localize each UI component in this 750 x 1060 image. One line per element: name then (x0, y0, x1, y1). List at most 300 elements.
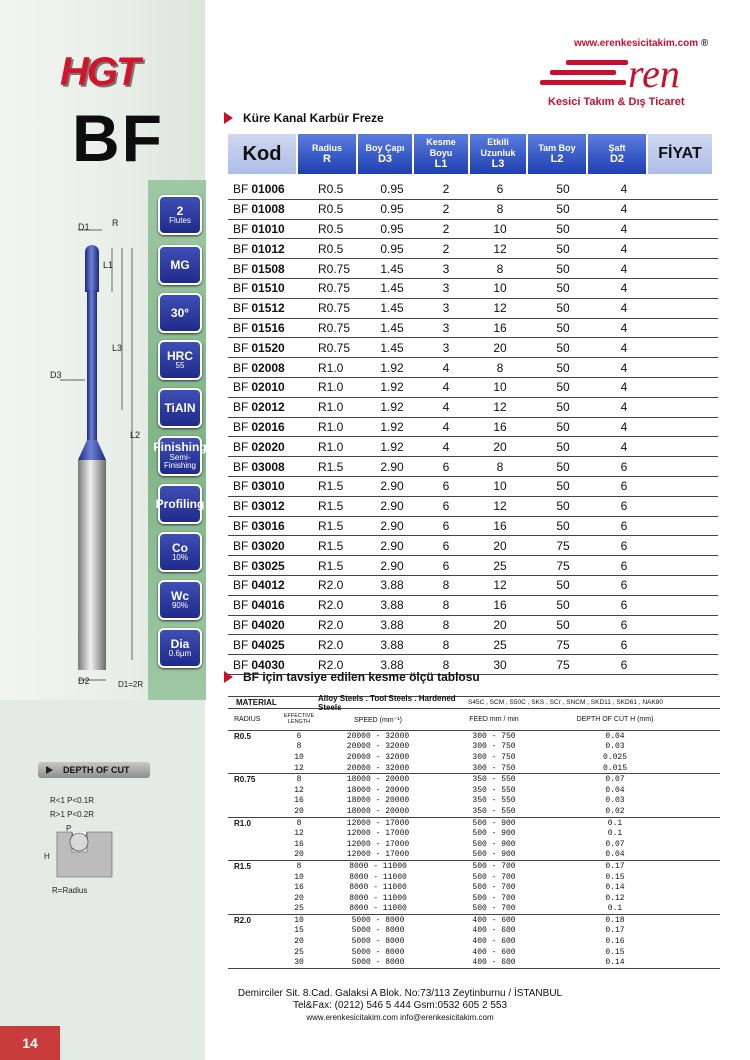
cell-l3: 16 (493, 598, 507, 613)
cell-kod-code: 03025 (251, 558, 285, 573)
cutting-len: 25 (294, 904, 304, 914)
cell-d2: 4 (620, 320, 628, 335)
cell-l1: 4 (442, 400, 450, 415)
cell-kod-prefix: BF (233, 657, 249, 672)
cutting-row (228, 915, 720, 926)
table-row (228, 616, 718, 636)
cell-kod-code: 04016 (251, 598, 285, 613)
cell-l3: 16 (493, 419, 507, 434)
cell-kod (228, 341, 318, 355)
cell-kod (228, 361, 318, 375)
cutting-doc: 0.04 (605, 785, 625, 795)
cell-kod-prefix: BF (233, 419, 249, 434)
cutting-speed: 8000 - 11000 (349, 883, 407, 893)
cell-d3: 1.45 (380, 340, 404, 355)
cell-kod-code: 02012 (251, 400, 285, 415)
cell-kod (228, 440, 318, 454)
cell-l1: 4 (442, 439, 450, 454)
cell-kod (228, 519, 318, 533)
cell-l2: 50 (556, 202, 570, 217)
cell-d2: 4 (620, 241, 628, 256)
material-value: Alloy Steels . Tool Steels . Hardened Steels (318, 693, 456, 712)
cutting-speed: 5000 - 8000 (351, 958, 405, 968)
cutting-len: 16 (294, 839, 304, 849)
depth-rule-2: R>1 P<0.2R (50, 810, 95, 819)
cutting-doc: 0.1 (607, 818, 623, 828)
cell-r: R2.0 (318, 617, 344, 632)
hardness-icon (158, 340, 202, 380)
table-row (228, 398, 718, 418)
cell-l2: 50 (556, 578, 570, 593)
cell-l1: 8 (442, 578, 450, 593)
cutting-material-row (228, 693, 720, 712)
cutting-row (228, 796, 720, 807)
cell-l1: 3 (442, 281, 450, 296)
table-row (228, 457, 718, 477)
cutting-speed: 5000 - 8000 (351, 926, 405, 936)
cutting-radius: R2.0 (234, 915, 251, 925)
cell-d3: 1.92 (380, 419, 404, 434)
cell-r: R0.75 (318, 320, 351, 335)
cell-l2: 50 (556, 182, 570, 197)
cell-d2: 6 (620, 598, 628, 613)
table-row (228, 180, 718, 200)
cell-d3: 0.95 (380, 182, 404, 197)
cell-l1: 6 (442, 499, 450, 514)
feature-title: 30° (170, 305, 190, 320)
cell-kod (228, 559, 318, 573)
cutting-doc: 0.18 (605, 915, 625, 925)
cell-r: R0.75 (318, 301, 351, 316)
cell-l2: 50 (556, 301, 570, 316)
cutting-len: 16 (294, 796, 304, 806)
cell-l3: 12 (493, 400, 507, 415)
cutting-radius: R1.5 (234, 861, 251, 871)
cell-d3: 1.92 (380, 380, 404, 395)
depth-rule-1: R<1 P<0.1R (50, 796, 95, 805)
cell-l2: 50 (556, 479, 570, 494)
feature-title: MG (170, 257, 190, 272)
cell-kod-code: 03020 (251, 538, 285, 553)
cell-l1: 4 (442, 360, 450, 375)
cutting-len: 16 (294, 883, 304, 893)
cell-kod-code: 03012 (251, 499, 285, 514)
cell-l1: 3 (442, 261, 450, 276)
eren-logo-text: ren (628, 51, 680, 96)
cell-l1: 3 (442, 301, 450, 316)
table-row (228, 418, 718, 438)
cutting-row (228, 839, 720, 850)
cell-kod-prefix: BF (233, 637, 249, 652)
th-d2-label: Şaft (608, 142, 626, 153)
table-row (228, 378, 718, 398)
cell-l2: 75 (556, 538, 570, 553)
cell-l2: 50 (556, 598, 570, 613)
cell-d2: 4 (620, 400, 628, 415)
cell-d3: 1.45 (380, 261, 404, 276)
cutting-group (228, 915, 720, 969)
cell-l1: 6 (442, 518, 450, 533)
cell-l3: 12 (493, 499, 507, 514)
cell-r: R1.5 (318, 499, 344, 514)
cell-kod (228, 380, 318, 394)
cutting-len: 8 (296, 861, 302, 871)
cutting-feed: 500 - 700 (472, 861, 516, 871)
th-d2-sym: D2 (609, 152, 625, 165)
cell-l3: 8 (496, 459, 504, 474)
registered-mark: ® (700, 38, 709, 49)
cell-d3: 2.90 (380, 499, 404, 514)
feature-sub: Flutes (169, 216, 191, 226)
cell-l2: 75 (556, 637, 570, 652)
logo-stripe (540, 80, 626, 85)
cutting-len: 20 (294, 937, 304, 947)
cell-l2: 50 (556, 459, 570, 474)
cutting-doc: 0.07 (605, 839, 625, 849)
cutting-doc: 0.17 (605, 861, 625, 871)
cell-kod-code: 02008 (251, 360, 285, 375)
table-row (228, 576, 718, 596)
cell-l1: 8 (442, 657, 450, 672)
cell-l1: 6 (442, 479, 450, 494)
cell-kod (228, 598, 318, 612)
cell-kod-prefix: BF (233, 340, 249, 355)
table-row (228, 477, 718, 497)
header-url-text[interactable]: www.erenkesicitakim.com (574, 38, 699, 49)
cutting-row (228, 818, 720, 829)
cutting-feed: 400 - 600 (472, 947, 516, 957)
cell-d3: 3.88 (380, 657, 404, 672)
feature-title: Co (172, 540, 188, 555)
th-l2-sym: L2 (550, 152, 564, 165)
cutting-doc: 0.025 (602, 752, 627, 762)
product-table-body (228, 180, 718, 675)
cell-kod (228, 202, 318, 216)
footer (200, 988, 600, 1024)
cutting-speed: 5000 - 8000 (351, 937, 405, 947)
cell-l3: 16 (493, 320, 507, 335)
cell-l3: 10 (493, 479, 507, 494)
cell-l2: 50 (556, 499, 570, 514)
cell-d3: 1.92 (380, 400, 404, 415)
cell-r: R0.75 (318, 281, 351, 296)
cell-d2: 6 (620, 558, 628, 573)
cell-r: R1.5 (318, 558, 344, 573)
label-d3: D3 (50, 370, 62, 380)
cutting-doc: 0.03 (605, 742, 625, 752)
profiling-icon (155, 484, 205, 524)
table-row (228, 319, 718, 339)
table-row (228, 536, 718, 556)
cutting-radius: R0.5 (234, 731, 251, 741)
cutting-doc: 0.14 (605, 883, 625, 893)
cell-kod-code: 04030 (251, 657, 285, 672)
cell-l2: 50 (556, 340, 570, 355)
cell-l3: 10 (493, 380, 507, 395)
label-d1: D1 (78, 222, 90, 232)
cell-kod-code: 03008 (251, 459, 285, 474)
feature-title: 2 (176, 203, 184, 218)
cell-l2: 50 (556, 320, 570, 335)
label-d1-eq: D1=2R (118, 680, 144, 689)
cell-d3: 0.95 (380, 241, 404, 256)
cell-d2: 6 (620, 637, 628, 652)
cutting-feed: 300 - 750 (472, 763, 516, 773)
cutting-group (228, 731, 720, 774)
cutting-radius: R1.0 (234, 818, 251, 828)
cutting-row (228, 957, 720, 968)
cell-kod-code: 01508 (251, 261, 285, 276)
cell-l1: 8 (442, 637, 450, 652)
cutting-speed: 12000 - 17000 (346, 850, 410, 860)
cutting-speed: 12000 - 17000 (346, 829, 410, 839)
cutting-feed: 300 - 750 (472, 752, 516, 762)
material-label: MATERIAL (236, 698, 277, 707)
cell-r: R0.75 (318, 261, 351, 276)
cell-r: R1.0 (318, 439, 344, 454)
cutting-speed: 8000 - 11000 (349, 893, 407, 903)
feature-title: Finishing (153, 440, 207, 455)
cutting-speed: 18000 - 20000 (346, 785, 410, 795)
cell-kod-code: 01520 (251, 340, 285, 355)
cell-kod (228, 222, 318, 236)
cell-d2: 6 (620, 479, 628, 494)
cell-kod-prefix: BF (233, 578, 249, 593)
cutting-row (228, 936, 720, 947)
cell-kod-prefix: BF (233, 202, 249, 217)
cell-r: R2.0 (318, 657, 344, 672)
cell-r: R0.5 (318, 221, 344, 236)
cell-l1: 2 (442, 241, 450, 256)
cell-d2: 6 (620, 617, 628, 632)
cell-kod-code: 01006 (251, 182, 285, 197)
cell-l2: 75 (556, 558, 570, 573)
hgt-logo: HGT (60, 50, 139, 94)
cell-l2: 50 (556, 360, 570, 375)
th-l2-label: Tam Boy (538, 142, 576, 153)
cell-l1: 2 (442, 221, 450, 236)
table-row (228, 299, 718, 319)
cell-kod (228, 638, 318, 652)
cell-kod (228, 499, 318, 513)
cutting-doc: 0.07 (605, 775, 625, 785)
feature-title: Wc (171, 588, 189, 603)
cell-kod-code: 04012 (251, 578, 285, 593)
cutting-speed: 20000 - 32000 (346, 742, 410, 752)
cell-l3: 20 (493, 617, 507, 632)
cell-kod (228, 400, 318, 414)
cell-kod-prefix: BF (233, 380, 249, 395)
cell-d3: 2.90 (380, 558, 404, 573)
cutting-row (228, 904, 720, 915)
carbide-icon (158, 580, 202, 620)
mg-icon (158, 245, 202, 285)
cell-kod-code: 01510 (251, 281, 285, 296)
cell-kod-prefix: BF (233, 439, 249, 454)
feature-sub: 0.6µm (168, 649, 192, 659)
logo-stripe (566, 60, 628, 65)
cell-kod-code: 04020 (251, 617, 285, 632)
cell-l3: 12 (493, 241, 507, 256)
cell-l1: 4 (442, 419, 450, 434)
cell-l3: 25 (493, 637, 507, 652)
cutting-feed: 350 - 550 (472, 775, 516, 785)
cutting-row (228, 882, 720, 893)
cutting-row (228, 752, 720, 763)
cell-kod-code: 03016 (251, 518, 285, 533)
cell-l2: 50 (556, 221, 570, 236)
th-fiyat: FİYAT (648, 134, 712, 174)
cell-d3: 3.88 (380, 637, 404, 652)
cell-d3: 1.92 (380, 360, 404, 375)
cutting-len: 12 (294, 785, 304, 795)
cell-l3: 20 (493, 538, 507, 553)
th-l2 (528, 134, 588, 174)
cutting-len: 8 (296, 818, 302, 828)
material-grades: S45C , SCM , S50C , SKS , SCr , SNCM , SKD11 , SKD61 , NAK80 (468, 699, 663, 706)
cell-l1: 6 (442, 558, 450, 573)
table-row (228, 635, 718, 655)
cell-l1: 4 (442, 380, 450, 395)
cell-l3: 30 (493, 657, 507, 672)
cell-d2: 4 (620, 301, 628, 316)
th-l3-sym: L3 (491, 158, 505, 171)
cutting-feed: 500 - 900 (472, 850, 516, 860)
cutting-row (228, 828, 720, 839)
cell-kod-prefix: BF (233, 281, 249, 296)
cell-r: R1.5 (318, 479, 344, 494)
cell-kod (228, 281, 318, 295)
label-l2: L2 (130, 430, 141, 440)
cutting-len: 8 (296, 775, 302, 785)
cell-kod-prefix: BF (233, 360, 249, 375)
cell-l1: 2 (442, 202, 450, 217)
cell-d3: 1.92 (380, 439, 404, 454)
cutting-len: 10 (294, 872, 304, 882)
label-d2: D2 (78, 676, 90, 686)
table-row (228, 556, 718, 576)
cell-kod-prefix: BF (233, 617, 249, 632)
cutting-len: 12 (294, 763, 304, 773)
cell-d2: 4 (620, 261, 628, 276)
cell-kod (228, 321, 318, 335)
cell-d2: 6 (620, 459, 628, 474)
cell-l3: 20 (493, 340, 507, 355)
footer-phone: Tel&Fax: (0212) 546 5 444 Gsm:0532 605 2 553 (292, 1000, 508, 1011)
cell-d2: 6 (620, 657, 628, 672)
footer-web[interactable]: www.erenkesicitakim.com info@erenkesicitakim.com (306, 1013, 494, 1022)
cell-kod-code: 02020 (251, 439, 285, 454)
label-r: R (112, 218, 119, 228)
finishing-icon (153, 436, 207, 476)
cutting-speed: 18000 - 20000 (346, 796, 410, 806)
table-header (228, 134, 718, 174)
col-eff-length: EFFECTIVE LENGTH (283, 713, 315, 725)
cutting-feed: 350 - 550 (472, 785, 516, 795)
triangle-icon (46, 766, 53, 774)
cell-kod-code: 04025 (251, 637, 285, 652)
cell-r: R1.0 (318, 419, 344, 434)
cell-r: R2.0 (318, 578, 344, 593)
cell-l3: 10 (493, 221, 507, 236)
cell-l1: 3 (442, 320, 450, 335)
series-title: BF (72, 101, 164, 175)
cell-l1: 3 (442, 340, 450, 355)
cell-l2: 50 (556, 617, 570, 632)
cutting-group (228, 774, 720, 817)
cutting-row (228, 806, 720, 817)
tool-drawing (40, 210, 160, 700)
cell-d3: 3.88 (380, 598, 404, 613)
cell-r: R1.0 (318, 400, 344, 415)
cell-r: R0.75 (318, 340, 351, 355)
cutting-speed: 20000 - 32000 (346, 752, 410, 762)
cell-r: R1.0 (318, 360, 344, 375)
cutting-doc: 0.03 (605, 796, 625, 806)
cutting-feed: 300 - 750 (472, 731, 516, 741)
cell-kod-code: 01012 (251, 241, 285, 256)
th-l3-label: Etkili Uzunluk (480, 137, 516, 158)
cutting-col-headers (228, 709, 720, 731)
cutting-len: 10 (294, 752, 304, 762)
cutting-doc: 0.15 (605, 872, 625, 882)
cutting-speed: 20000 - 32000 (346, 763, 410, 773)
cell-l3: 6 (496, 182, 504, 197)
feature-title: HRC (167, 348, 193, 363)
eren-logo-mark (540, 60, 626, 90)
cell-kod-prefix: BF (233, 538, 249, 553)
logo-stripe (550, 70, 616, 75)
cell-d2: 4 (620, 281, 628, 296)
cutting-row (228, 742, 720, 753)
product-title (224, 111, 384, 125)
cell-kod-prefix: BF (233, 598, 249, 613)
cell-l1: 2 (442, 182, 450, 197)
cell-kod (228, 539, 318, 553)
cell-l1: 6 (442, 459, 450, 474)
cell-r: R1.0 (318, 380, 344, 395)
flutes-icon (158, 195, 202, 235)
cell-kod-prefix: BF (233, 459, 249, 474)
cell-d3: 3.88 (380, 617, 404, 632)
th-l3 (470, 134, 528, 174)
coating-icon (158, 388, 202, 428)
cutting-feed: 300 - 750 (472, 742, 516, 752)
th-radius-sym: R (323, 152, 331, 165)
depth-of-cut-label: DEPTH OF CUT (63, 765, 130, 775)
cell-kod-code: 01008 (251, 202, 285, 217)
feature-sub: 10% (171, 553, 188, 563)
cutting-feed: 400 - 600 (472, 958, 516, 968)
header-url[interactable] (574, 38, 708, 49)
table-row (228, 437, 718, 457)
cell-kod-prefix: BF (233, 400, 249, 415)
cell-r: R1.5 (318, 518, 344, 533)
cell-l2: 50 (556, 439, 570, 454)
cell-d3: 2.90 (380, 459, 404, 474)
cell-d2: 6 (620, 538, 628, 553)
cutting-feed: 500 - 700 (472, 904, 516, 914)
cell-kod (228, 460, 318, 474)
grain-icon (158, 628, 202, 668)
cutting-doc: 0.04 (605, 731, 625, 741)
cell-kod-prefix: BF (233, 558, 249, 573)
cutting-table-body (228, 731, 720, 969)
cell-kod-prefix: BF (233, 479, 249, 494)
cell-d3: 2.90 (380, 479, 404, 494)
cell-kod-prefix: BF (233, 241, 249, 256)
cell-kod (228, 420, 318, 434)
